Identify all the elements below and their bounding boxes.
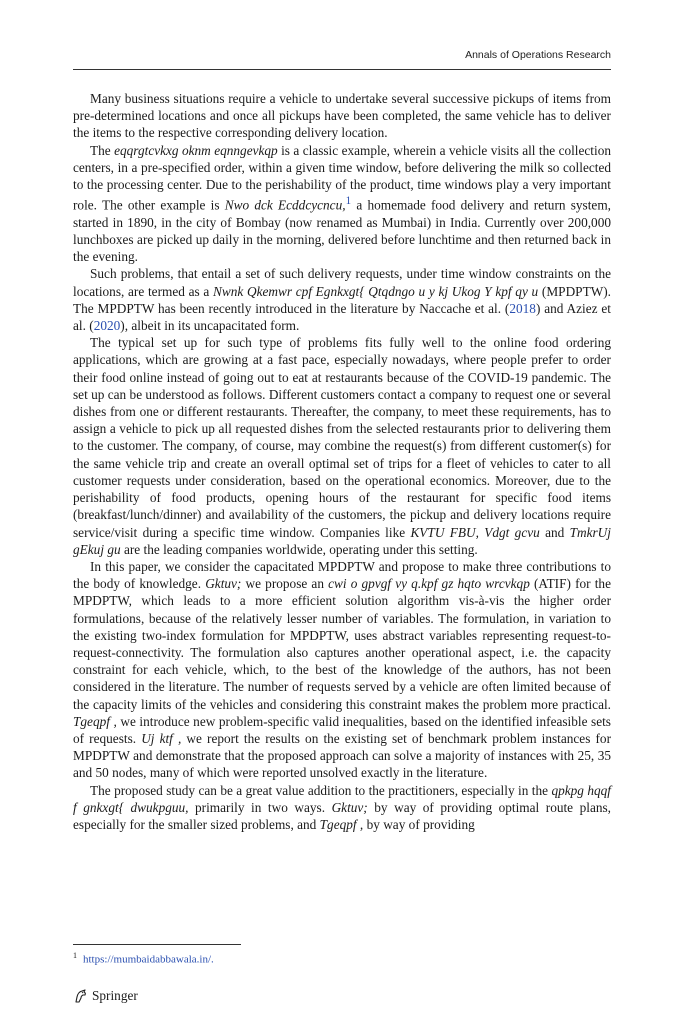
citation-naccache-2018[interactable]: 2018 [509, 300, 536, 316]
p5-text-e: we report the results on the existing set of benchmark problem instances for MPDPTW and demonstrate that the proposed approach can solve a majority of instances with 25, 35 and 50 nodes, many of which were reported unsolved exactly in the literature. [73, 730, 611, 781]
p4-text-a: The typical set up for such type of problems fits fully well to the online food ordering applications, which are growing at a fast pace, especially nowadays, where people prefer to order their food online instead of going out to eat at restaurants because of the COVID-19 pandemic. The set up can be understood as follows. Different customers contact a company to request one or several dishes from one or different restaurants. Thereafter, the company, to meet these requirements, has to assign a vehicle to pick up all requested dishes from the selected restaurants prior to delivering them to the customer. The company, of course, may combine the request(s) from different customer(s) for the same vehicle trip and create an overall optimal set of trips for a fleet of vehicles to cater to all customer requests under consideration, based on the operational economics. Moreover, due to the perishability of food products, opening hours of the restaurant for specific food items (breakfast/lunch/dinner) and availability of the customers, the pickup and delivery locations require service/visit during a specific time window. Companies like [73, 335, 611, 540]
citation-aziez-2020[interactable]: 2020 [93, 318, 121, 334]
p6-text-a: The proposed study can be a great value addition to the practitioners, especially in the [90, 782, 552, 798]
p3-text-c: ) and Aziez et al. ( [73, 300, 611, 334]
p4-text-c: and [539, 524, 570, 540]
p5-text-c: (ATIF) for the MPDPTW, which leads to a more efficient solution algorithm vis-à-vis the higher order formulations, because of the relatively lesser number of variables. The formulation, in variation to the existing two-index formulation for MPDPTW, uses abstract variables representing request-to-request-connectivity. The formulation also captures another operational aspect, i.e. the capacity constraint for each vehicle, which, to the best of the knowledge of the authors, has not been considered in the literature. The number of requests served by a vehicle are often limited because of the capacity limits of the vehicles and considering this constraint makes the problem more practical. [73, 576, 611, 712]
p6-text-b: primarily in two ways. [188, 799, 332, 815]
footnote-rule [73, 944, 241, 945]
p3-text-a: Such problems, that entail a set of such delivery requests, under time window constraints on the locations, are termed as a [73, 266, 611, 299]
p5-emph-3: Tgeqpf , [73, 713, 117, 729]
article-body [73, 90, 611, 833]
p4-emph-2: Vdgt gcvu [484, 524, 540, 540]
paragraph-1 [73, 90, 611, 142]
p2-emph-1: eqqrgtcvkxg oknm eqnngevkqp [114, 142, 278, 158]
footnote [73, 949, 611, 967]
footnote-number: 1 [73, 951, 77, 960]
paragraph-4 [73, 334, 611, 558]
publisher-name: Springer [92, 988, 138, 1003]
p2-text-c: a homemade food delivery and return system, started in 1890, in the city of Bombay (now renamed as Mumbai) in India. Currently over 200,000 lunchboxes are picked up daily in the morning, delivered before lunchtime and then returned back in the evening. [73, 197, 611, 265]
p6-emph-3: Tgeqpf , [319, 816, 364, 832]
footnote-link[interactable]: https://mumbaidabbawala.in/. [83, 953, 214, 966]
p5-emph-1: Gktuv; [205, 576, 242, 592]
p3-text-b: (MPDPTW). The MPDPTW has been recently introduced in the literature by Naccache et al. ( [73, 283, 611, 316]
p5-text-b: we propose an [241, 576, 329, 592]
p4-emph-1: KVTU FBU, [410, 524, 479, 540]
p5-text-a: In this paper, we consider the capacitated MPDPTW and propose to make three contributions to the body of knowledge. [73, 558, 611, 592]
p6-emph-2: Gktuv; [331, 799, 368, 815]
p6-text-d: by way of providing [363, 816, 475, 832]
footnote-ref-1[interactable]: 1 [345, 195, 352, 208]
p3-text-d: ), albeit in its uncapacitated form. [120, 318, 300, 334]
paragraph-2 [73, 142, 611, 266]
publisher-mark [73, 988, 138, 1004]
paragraph-5 [73, 558, 611, 782]
p6-emph-1: qpkpg hqqf f gnkxgt{ dwukpguu, [73, 782, 611, 815]
paragraph-6 [73, 782, 611, 834]
p2-emph-2: Nwo dck Ecddcycncu, [224, 197, 346, 213]
paragraph-3 [73, 265, 611, 334]
p6-text-c: by way of providing optimal route plans, especially for the smaller sized problems, and [73, 799, 612, 832]
header-rule [73, 69, 611, 70]
springer-horse-icon [73, 988, 89, 1004]
p5-emph-4: Uj ktf , [141, 730, 182, 746]
p2-text-b: is a classic example, wherein a vehicle visits all the collection centers, in a pre-specified order, within a given time window, before delivering the milk so collected to the processing center. Due to the perishability of the product, time windows play a very important role. The other example is [73, 142, 611, 213]
p5-text-d: we introduce new problem-specific valid inequalities, based on the identified infeasible sets of requests. [73, 713, 611, 746]
p3-emph-1: Nwnk Qkemwr cpf Egnkxgt{ Qtqdngo u y kj Ukog Y kpf qy u [212, 283, 539, 299]
p4-text-d: are the leading companies worldwide, operating under this setting. [120, 541, 478, 557]
p2-text-a: The [90, 142, 115, 158]
p4-emph-3: TmkrUj gEkuj gu [73, 524, 611, 557]
p1-text: Many business situations require a vehicle to undertake several successive pickups of items from pre-determined locations and once all pickups have been completed, the same vehicle has to deliver the items to the respective corresponding delivery location. [73, 91, 611, 141]
p5-emph-2: cwi o gpvgf vy q.kpf gz hqto wrcvkqp [328, 576, 530, 592]
running-header: Annals of Operations Research [465, 49, 611, 61]
